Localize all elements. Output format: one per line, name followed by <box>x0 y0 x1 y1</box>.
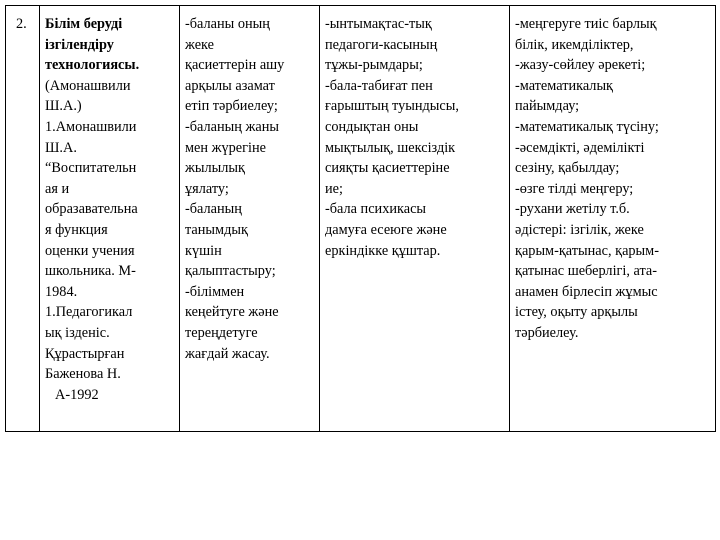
title-line: Білім беруді <box>45 16 123 32</box>
source-line: ық ізденіс. <box>45 324 110 341</box>
principle-line: -бала психикасы <box>325 201 427 218</box>
goal-line: жағдай жасау. <box>185 345 270 362</box>
source-line: 1984. <box>45 283 78 300</box>
source-line: 1.Педагогикал <box>45 304 133 321</box>
principle-line: дамуға есеюге және <box>325 221 447 238</box>
goal-line: -баланы оның <box>185 16 270 32</box>
method-line: -математикалық <box>515 77 613 94</box>
method-line: қарым-қатынас, қарым- <box>515 242 659 259</box>
method-line: -меңгеруге тиіс барлық <box>515 16 657 32</box>
technology-sources <box>45 76 175 406</box>
principle-line: еркіндікке құштар. <box>325 242 441 259</box>
source-line: Баженова Н. <box>45 366 121 383</box>
source-line: ая и <box>45 180 70 197</box>
principle-line: мықтылық, шексіздік <box>325 139 456 156</box>
goal-line: -біліммен <box>185 283 245 300</box>
goal-line: ұялату; <box>185 180 229 197</box>
goal-line: -баланың жаны <box>185 118 279 135</box>
principles-cell <box>320 6 510 432</box>
methods-cell <box>510 6 716 432</box>
principle-line: тұжы-рымдары; <box>325 57 423 74</box>
source-line: Құрастырған <box>45 345 125 362</box>
method-line: анамен бірлесіп жұмыс <box>515 283 658 300</box>
title-line: ізгілендіру <box>45 36 114 53</box>
goal-line: күшін <box>185 242 222 259</box>
source-line: образавательна <box>45 201 138 218</box>
source-line: 1.Амонашвили <box>45 118 137 135</box>
goal-line: кеңейтуге және <box>185 304 279 321</box>
source-line: я функция <box>45 221 108 238</box>
technology-cell <box>40 6 180 432</box>
goal-line: етіп тәрбиелеу; <box>185 98 278 115</box>
principle-line: сияқты қасиеттеріне <box>325 160 450 177</box>
title-line: технологиясы. <box>45 57 140 74</box>
row-number-cell <box>6 6 40 432</box>
principle-line: педагоги-касының <box>325 36 438 53</box>
technology-title <box>45 14 175 76</box>
goal-line: қалыптастыру; <box>185 263 276 280</box>
table-row <box>6 6 716 432</box>
source-line: (Амонашвили <box>45 77 131 94</box>
goal-line: -баланың <box>185 201 242 218</box>
principle-line: -ынтымақтас-тық <box>325 16 432 32</box>
source-line: оценки учения <box>45 242 135 259</box>
source-line: школьника. М- <box>45 263 136 280</box>
method-line: сезіну, қабылдау; <box>515 160 620 177</box>
method-line: қатынас шеберлігі, ата- <box>515 263 658 280</box>
method-line: пайымдау; <box>515 98 580 115</box>
method-line: -жазу-сөйлеу әрекеті; <box>515 57 646 74</box>
method-line: білік, икемділіктер, <box>515 36 634 53</box>
goal-line: арқылы азамат <box>185 77 275 94</box>
method-line: -математикалық түсіну; <box>515 118 659 135</box>
goal-line: жылылық <box>185 160 245 177</box>
goal-line: танымдық <box>185 221 248 238</box>
method-line: әдістері: ізгілік, жеке <box>515 221 644 238</box>
method-line: тәрбиелеу. <box>515 324 579 341</box>
method-line: -өзге тілді меңгеру; <box>515 180 634 197</box>
principle-line: ғарыштың туындысы, <box>325 98 459 115</box>
method-line: істеу, оқыту арқылы <box>515 304 638 321</box>
goal-line: мен жүрегіне <box>185 139 266 156</box>
source-line: Ш.А. <box>45 139 77 156</box>
goal-line: тереңдетуге <box>185 324 258 341</box>
goals-cell <box>180 6 320 432</box>
principle-line: -бала-табиғат пен <box>325 77 433 94</box>
source-line: “Воспитательн <box>45 160 137 177</box>
source-line: Ш.А.) <box>45 98 82 115</box>
goal-line: жеке <box>185 36 214 53</box>
principle-line: ие; <box>325 180 343 197</box>
method-line: -әсемдікті, әдемілікті <box>515 139 645 156</box>
row-number: 2. <box>16 16 27 32</box>
methods-table <box>5 5 716 432</box>
method-line: -рухани жетілу т.б. <box>515 201 630 218</box>
goal-line: қасиеттерін ашу <box>185 57 285 74</box>
principle-line: сондықтан оны <box>325 118 419 135</box>
source-line: А-1992 <box>55 386 99 403</box>
